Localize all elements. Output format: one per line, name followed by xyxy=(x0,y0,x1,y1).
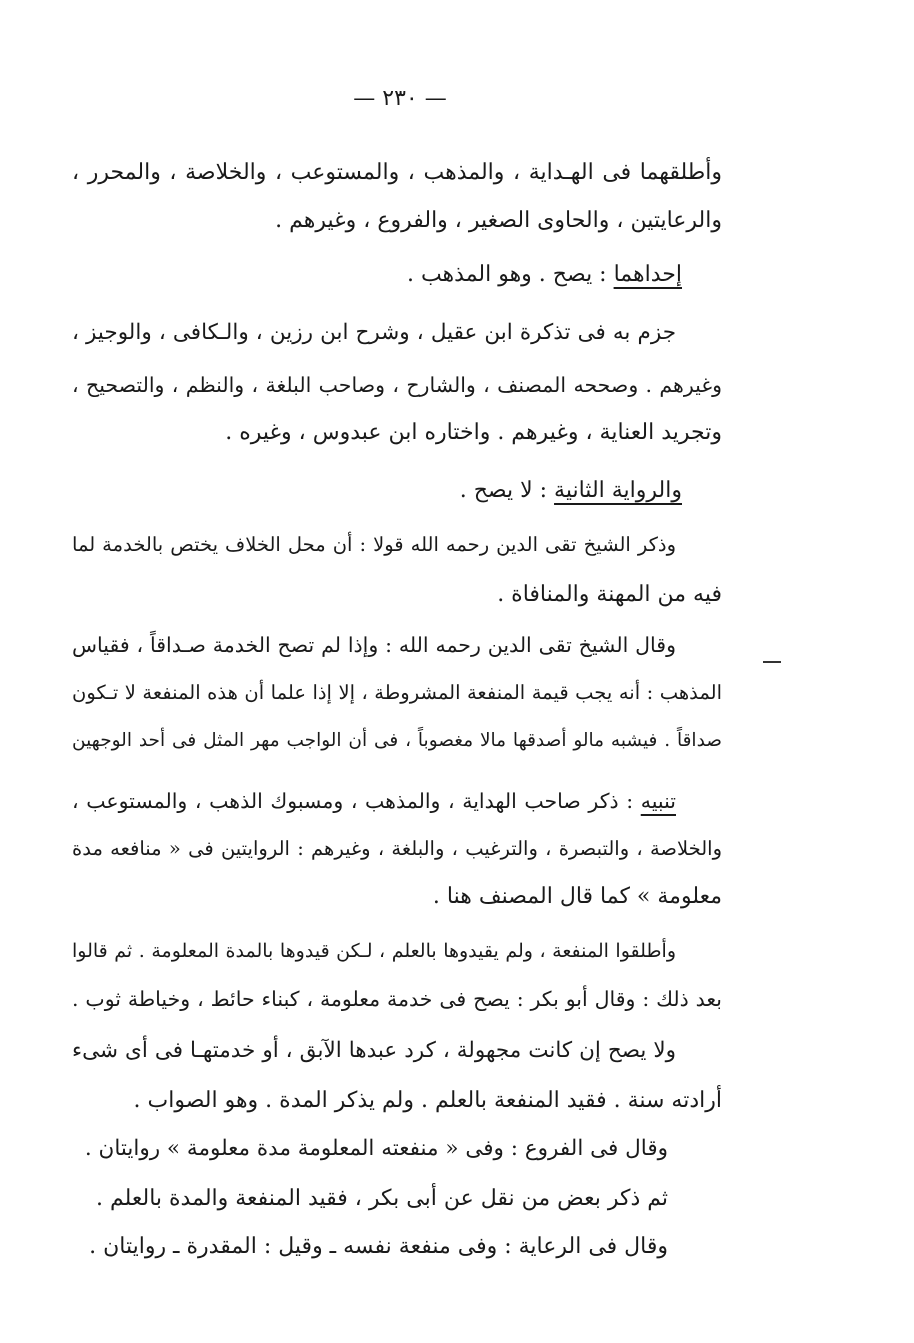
text-line-1: وأطلقهما فى الهـداية ، والمذهب ، والمستوعب ، والخلاصة ، والمحرر ، xyxy=(72,160,722,185)
heading-label-first: إحداهما xyxy=(613,262,682,287)
text-line-12: صداقاً . فيشبه مالو أصدقها مالا مغصوباً ، فى أن الواجب مهر المثل فى أحد الوجهين xyxy=(72,730,722,751)
section-line-first-narration xyxy=(407,260,682,290)
text-line-14: والخلاصة ، والتبصرة ، والترغيب ، والبلغة ، وغيرهم : الروايتين فى « منافعه مدة xyxy=(72,837,722,860)
heading-rest-note: : ذكر صاحب الهداية ، والمذهب ، ومسبوك الذهب ، والمستوعب ، xyxy=(72,789,641,813)
text-line-11: المذهب : أنه يجب قيمة المنفعة المشروطة ، إلا إذا علما أن هذه المنفعة لا تـكون xyxy=(72,681,722,704)
text-line-15: معلومة » كما قال المصنف هنا . xyxy=(432,884,722,909)
text-line-8: وذكر الشيخ تقى الدين رحمه الله قولا : أن محل الخلاف يختص بالخدمة لما xyxy=(72,533,676,556)
margin-dash-mark xyxy=(763,661,781,663)
text-line-19: أرادته سنة . فقيد المنفعة بالعلم . ولم يذكر المدة . وهو الصواب . xyxy=(133,1088,722,1113)
text-line-6: وتجريد العناية ، وغيرهم . واختاره ابن عبدوس ، وغيره . xyxy=(225,420,722,445)
page-number: — ٢٣٠ — xyxy=(353,86,447,111)
heading-label-note: تنبيه xyxy=(640,789,676,813)
text-line-16: وأطلقوا المنفعة ، ولم يقيدوها بالعلم ، لـكن قيدوها بالمدة المعلومة . ثم قالوا xyxy=(72,940,676,962)
text-line-4: جزم به فى تذكرة ابن عقيل ، وشرح ابن رزين ، والـكافى ، والوجيز ، xyxy=(72,320,676,345)
text-line-21: ثم ذكر بعض من نقل عن أبى بكر ، فقيد المنفعة والمدة بالعلم . xyxy=(95,1186,668,1211)
text-line-20: وقال فى الفروع : وفى « منفعته المعلومة مدة معلومة » روايتان . xyxy=(84,1136,668,1161)
text-line-22: وقال فى الرعاية : وفى منفعة نفسه ـ وقيل : المقدرة ـ روايتان . xyxy=(89,1234,668,1259)
section-line-note xyxy=(72,786,676,816)
heading-rest-second: : لا يصح . xyxy=(459,478,555,503)
text-line-17: بعد ذلك : وقال أبو بكر : يصح فى خدمة معلومة ، كبناء حائط ، وخياطة ثوب . xyxy=(72,987,722,1011)
text-line-2: والرعايتين ، والحاوى الصغير ، والفروع ، وغيرهم . xyxy=(275,208,722,233)
text-line-5: وغيرهم . وصححه المصنف ، والشارح ، وصاحب البلغة ، والنظم ، والتصحيح ، xyxy=(72,373,722,397)
heading-label-second: والرواية الثانية xyxy=(554,478,682,503)
heading-rest-first: : يصح . وهو المذهب . xyxy=(406,262,614,287)
text-line-9: فيه من المهنة والمنافاة . xyxy=(497,582,722,607)
text-line-10: وقال الشيخ تقى الدين رحمه الله : وإذا لم تصح الخدمة صـداقاً ، فقياس xyxy=(72,633,676,657)
text-line-18: ولا يصح إن كانت مجهولة ، كرد عبدها الآبق ، أو خدمتهـا فى أى شىء xyxy=(72,1038,676,1063)
section-line-second-narration xyxy=(460,476,682,506)
